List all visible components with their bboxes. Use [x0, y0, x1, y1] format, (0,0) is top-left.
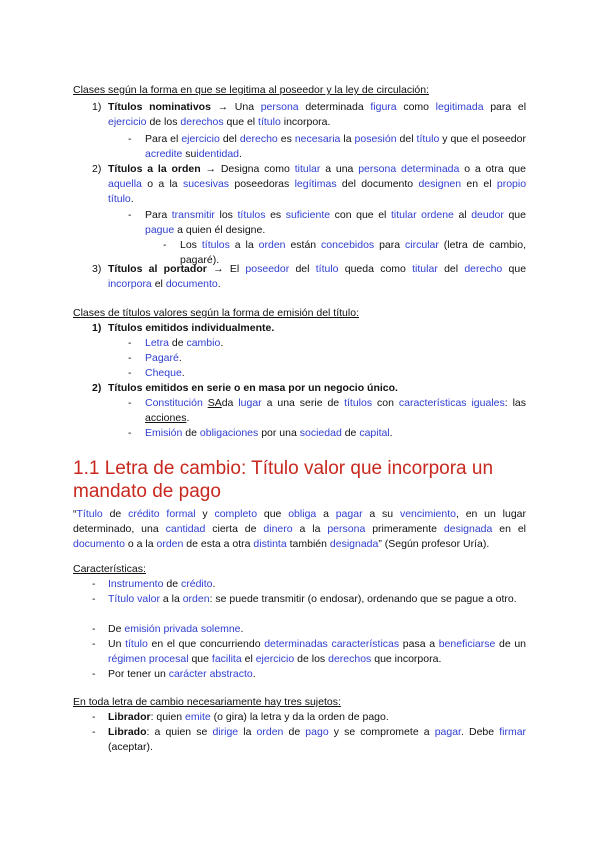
keyword: figura [370, 101, 397, 113]
keyword: concebidos [321, 239, 375, 251]
keyword: orden [156, 538, 184, 550]
bullet-dash: - [92, 623, 96, 635]
text: , en un lugar [455, 508, 527, 520]
text: incorpora. [283, 116, 331, 128]
bullet-dash: - [128, 337, 132, 349]
text: a la [162, 593, 180, 605]
text: su [185, 148, 197, 160]
list-item-librador [108, 710, 389, 725]
keyword: beneficiarse [438, 638, 496, 650]
text: . [212, 578, 216, 590]
bullet-dash: - [92, 638, 96, 650]
keyword: incorpora [108, 278, 152, 290]
text: Los [180, 239, 197, 251]
keyword: distinta [253, 538, 287, 550]
keyword: designada [329, 538, 379, 550]
bullet-dash: - [92, 578, 96, 590]
text: . [389, 427, 393, 439]
keyword: Emisión [145, 427, 183, 439]
section5-heading: En toda letra de cambio necesariamente hay tres sujetos: [73, 696, 341, 708]
text: a [323, 508, 329, 520]
text: en el [499, 523, 527, 535]
keyword: derechos [328, 653, 372, 665]
text: : las [504, 397, 527, 409]
keyword: documento [73, 538, 125, 550]
keyword: títulos [201, 239, 230, 251]
text: del documento [341, 178, 414, 190]
text: o a la [127, 538, 154, 550]
list-item [108, 637, 526, 667]
keyword: emite [185, 711, 211, 723]
text: Una [234, 101, 255, 113]
keyword: orden [258, 239, 286, 251]
list-item [145, 366, 185, 381]
text: . [217, 278, 221, 290]
keyword: circular [405, 239, 439, 251]
text: pagaré). [180, 254, 220, 266]
keyword: legitimada [435, 101, 484, 113]
definition-quote [73, 507, 526, 552]
keyword: suficiente [285, 209, 331, 221]
keyword: firmar [499, 726, 527, 738]
keyword: título [416, 133, 440, 145]
text: de [171, 337, 184, 349]
keyword: derecho [464, 263, 503, 275]
keyword: derechos [180, 116, 224, 128]
text: o a otra que [464, 163, 526, 175]
text: . [239, 148, 242, 160]
text: Un [108, 638, 122, 650]
text: un [514, 638, 527, 650]
keyword: cambio [186, 337, 221, 349]
item-number: 2) [92, 163, 102, 175]
text: Por tener un [108, 668, 166, 680]
bullet-dash: - [92, 711, 96, 723]
text: del [222, 133, 237, 145]
keyword: titular ordene [390, 209, 454, 221]
text: . [186, 412, 190, 424]
text: del [399, 133, 414, 145]
text: con [377, 397, 394, 409]
item-title: Títulos a la orden [108, 163, 201, 175]
text: . [130, 193, 134, 205]
keyword: cantidad [165, 523, 206, 535]
text: ” (Según profesor Uría). [378, 538, 490, 550]
keyword: obliga [288, 508, 317, 520]
bullet-dash: - [163, 239, 167, 251]
keyword: emisión privada solemne [124, 623, 241, 635]
text: de [109, 508, 122, 520]
text: . [240, 623, 244, 635]
list-item [145, 336, 223, 351]
keyword: facilita [211, 653, 242, 665]
keyword: título [125, 638, 148, 650]
text: de [288, 726, 301, 738]
keyword: poseedor [245, 263, 290, 275]
item-number: 1) [92, 322, 102, 334]
text: SA [207, 397, 222, 409]
item-title: Títulos al portador [108, 263, 207, 275]
text: a una serie de [266, 397, 340, 409]
list-item [145, 351, 182, 366]
text: : a quien se [146, 726, 208, 738]
text: (letra de cambio, [443, 239, 526, 251]
text: y que el [442, 133, 480, 145]
item-title: Títulos emitidos individualmente. [108, 322, 275, 334]
keyword: crédito formal [128, 508, 196, 520]
keyword: título [108, 193, 131, 205]
text: para [379, 239, 401, 251]
keyword: títulos [344, 397, 373, 409]
text: como [403, 101, 429, 113]
bullet-dash: - [128, 397, 132, 409]
text: están [290, 239, 317, 251]
arrow-icon: → [213, 263, 224, 275]
keyword: título [315, 263, 339, 275]
text: que [508, 263, 527, 275]
text: primeramente [372, 523, 437, 535]
keyword: ejercicio [255, 653, 295, 665]
keyword: título [258, 116, 281, 128]
list-item [145, 396, 526, 426]
item-titulos-a-la-orden [108, 162, 526, 207]
item-titulos-nominativos [108, 100, 526, 130]
text: otro. [495, 593, 517, 605]
list-item [108, 592, 526, 607]
text: también [289, 538, 327, 550]
text: con que el [334, 209, 387, 221]
text: de [499, 638, 511, 650]
keyword: determinadas características [264, 638, 400, 650]
text: de los [297, 653, 326, 665]
text: o a la [147, 178, 178, 190]
text: . [178, 352, 182, 364]
keyword: deudor [471, 209, 504, 221]
item-title: Títulos nominativos [108, 101, 211, 113]
keyword: persona [260, 101, 299, 113]
text: (o gira) la letra y da la orden de pago. [213, 711, 389, 723]
text: Designa como [220, 163, 290, 175]
text: (aceptar). [108, 741, 153, 753]
text: en el que concurriendo [151, 638, 261, 650]
keyword: Título [76, 508, 103, 520]
arrow-icon: → [217, 101, 229, 113]
text: acciones [145, 412, 187, 424]
text: El [229, 263, 240, 275]
text: poseedor [482, 133, 526, 145]
text: poseedoras [234, 178, 290, 190]
keyword: carácter abstracto [168, 668, 253, 680]
keyword: dinero [263, 523, 293, 535]
text: que [191, 653, 209, 665]
text: de [185, 427, 197, 439]
keyword: Pagaré [145, 352, 179, 364]
text: Para el [145, 133, 179, 145]
text: la [243, 726, 252, 738]
section2-heading: Clases de títulos valores según la forma de emisión del título: [73, 307, 359, 319]
text: del [295, 263, 310, 275]
text: el [154, 278, 163, 290]
list-item [108, 577, 215, 592]
text: de esta a otra [186, 538, 251, 550]
text: Para [145, 209, 168, 221]
section-title-line2: mandato de pago [73, 481, 221, 502]
keyword: designen [418, 178, 462, 190]
keyword: pagar [434, 726, 461, 738]
text: . Debe [460, 726, 495, 738]
text: al [458, 209, 467, 221]
item-number: 2) [92, 382, 102, 394]
keyword: pago [305, 726, 329, 738]
bullet-dash: - [128, 133, 132, 145]
keyword: obligaciones [199, 427, 259, 439]
text: el [244, 653, 253, 665]
text: por una [261, 427, 297, 439]
keyword: títulos [237, 209, 266, 221]
keyword: designada [443, 523, 493, 535]
list-item [145, 426, 393, 441]
keyword: Cheque [145, 367, 182, 379]
text: determinado, una [73, 523, 159, 535]
item-title: Librador [108, 711, 151, 723]
text: determinada [305, 101, 364, 113]
text: : se puede transmitir (o endosar), ordenando que se pague a [209, 593, 493, 605]
keyword: régimen procesal [108, 653, 189, 665]
text: del [444, 263, 459, 275]
text: y se compromete a [333, 726, 430, 738]
keyword: identidad [196, 148, 239, 160]
keyword: pagar [335, 508, 363, 520]
keyword: dirige [212, 726, 239, 738]
bullet-dash: - [128, 367, 132, 379]
list-item [108, 667, 256, 682]
item-titulos-al-portador [108, 262, 526, 292]
text: a la [234, 239, 254, 251]
text: : quien [150, 711, 183, 723]
section1-heading: Clases según la forma en que se legitima al poseedor y la ley de circulación: [73, 84, 430, 96]
text: de [344, 427, 357, 439]
keyword: orden [256, 726, 284, 738]
keyword: sucesivas [182, 178, 230, 190]
keyword: persona determinada [358, 163, 460, 175]
text: . [252, 668, 256, 680]
keyword: Constitución [145, 397, 203, 409]
text: de [166, 578, 179, 590]
bullet-dash: - [92, 593, 96, 605]
text: que [263, 508, 282, 520]
keyword: pague [145, 224, 175, 236]
keyword: capital [359, 427, 390, 439]
text: es [280, 133, 292, 145]
text: y [202, 508, 208, 520]
text: que [508, 209, 526, 221]
text: la [343, 133, 352, 145]
bullet-dash: - [128, 352, 132, 364]
keyword: crédito [180, 578, 213, 590]
keyword: completo [214, 508, 258, 520]
text: los [219, 209, 233, 221]
keyword: derecho [239, 133, 278, 145]
text: pasa a [402, 638, 436, 650]
keyword: sociedad [299, 427, 342, 439]
keyword: vencimiento [399, 508, 456, 520]
text: . [220, 337, 224, 349]
keyword: documento [165, 278, 218, 290]
keyword: persona [327, 523, 366, 535]
keyword: propio [496, 178, 527, 190]
keyword: Título valor [108, 593, 160, 605]
section4-heading: Características: [73, 563, 146, 575]
keyword: Instrumento [108, 578, 164, 590]
bullet-dash: - [128, 427, 132, 439]
text: que el [226, 116, 256, 128]
list-item-librado [108, 725, 526, 755]
text: que incorpora. [374, 653, 442, 665]
keyword: Letra [145, 337, 169, 349]
arrow-icon: → [205, 163, 216, 175]
bullet-dash: - [128, 209, 132, 221]
text: a su [369, 508, 394, 520]
item-title: Librado [108, 726, 147, 738]
keyword: acredite [145, 148, 183, 160]
keyword: orden [182, 593, 210, 605]
keyword: transmitir [171, 209, 215, 221]
text: es [270, 209, 282, 221]
keyword: ejercicio [181, 133, 220, 145]
keyword: características iguales [398, 397, 505, 409]
text: da [221, 397, 234, 409]
item-title: Títulos emitidos en serie o en masa por un negocio único. [108, 382, 398, 394]
keyword: titular [294, 163, 321, 175]
keyword: titular [412, 263, 438, 275]
item-number: 1) [92, 101, 102, 113]
sub-item [145, 208, 526, 238]
sub-item [145, 132, 526, 162]
keyword: lugar [238, 397, 262, 409]
text: “ [73, 508, 77, 520]
text: para el [490, 101, 527, 113]
text: a una [325, 163, 354, 175]
bullet-dash: - [92, 668, 96, 680]
bullet-dash: - [92, 726, 96, 738]
item-number: 3) [92, 263, 102, 275]
text: cierta de [212, 523, 257, 535]
text: . [181, 367, 185, 379]
text: a quien él designe. [177, 224, 266, 236]
text: en el [466, 178, 492, 190]
text: de los [149, 116, 178, 128]
list-item [108, 622, 243, 637]
keyword: ejercicio [108, 116, 147, 128]
text: queda como [344, 263, 406, 275]
text: a la [299, 523, 321, 535]
section-title: 1.1 Letra de cambio: Título valor que incorpora un [73, 458, 494, 479]
keyword: aquella [108, 178, 142, 190]
keyword: legítimas [294, 178, 337, 190]
text: De [108, 623, 122, 635]
keyword: posesión [354, 133, 397, 145]
keyword: necesaria [294, 133, 341, 145]
